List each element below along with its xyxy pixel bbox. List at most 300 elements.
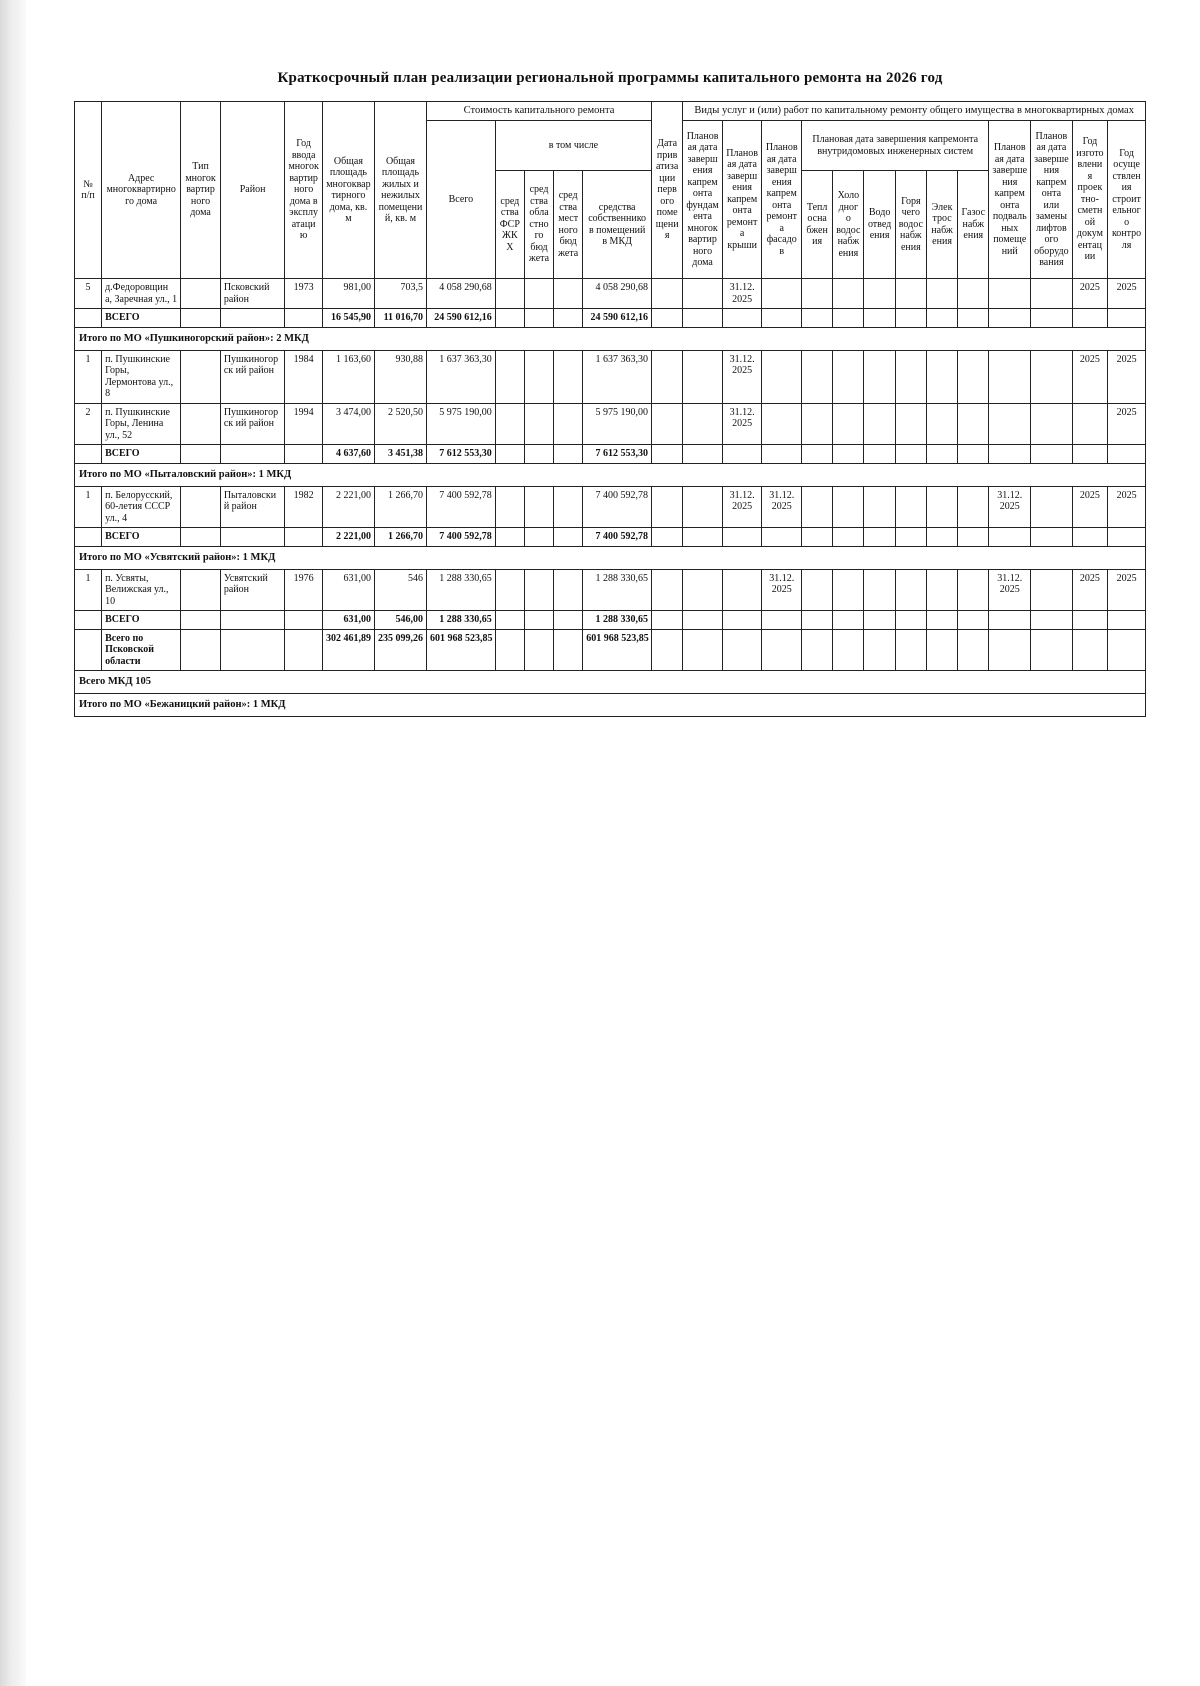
cell-cost-total: 7 612 553,30 — [427, 445, 496, 464]
cell-basement — [989, 279, 1031, 309]
cell-area-total: 3 474,00 — [322, 403, 374, 445]
cell-year — [285, 611, 322, 630]
cell-privatization — [652, 279, 683, 309]
header-no: № п/п — [75, 102, 102, 279]
cell-cost-total: 7 400 592,78 — [427, 486, 496, 528]
cell-basement — [989, 403, 1031, 445]
cell-foundation — [683, 629, 723, 671]
cell-fund — [495, 279, 524, 309]
cell-type — [181, 486, 221, 528]
cell-address: ВСЕГО — [102, 528, 181, 547]
cell-local — [554, 403, 583, 445]
cell-district: Псковский район — [220, 279, 285, 309]
cell-address: п. Пушкинские Горы, Лермонтова ул., 8 — [102, 350, 181, 403]
header-gas: Газоснабжения — [958, 171, 989, 279]
cell-hot — [895, 279, 926, 309]
cell-no — [75, 528, 102, 547]
cell-cold — [833, 569, 864, 611]
cell-heat — [802, 309, 833, 328]
cell-type — [181, 403, 221, 445]
header-address: Адрес многоквартирного дома — [102, 102, 181, 279]
cell-area-rooms: 11 016,70 — [374, 309, 426, 328]
cell-fund — [495, 486, 524, 528]
cell-sewer — [864, 309, 895, 328]
table-row — [75, 486, 1146, 528]
cell-address: ВСЕГО — [102, 309, 181, 328]
cell-facade: 31.12. 2025 — [762, 569, 802, 611]
cell-district — [220, 528, 285, 547]
cell-facade — [762, 279, 802, 309]
cell-area-total: 4 637,60 — [322, 445, 374, 464]
cell-sewer — [864, 486, 895, 528]
header-roof: Плановая дата завершения капремонта ремонта крыши — [722, 121, 762, 279]
cell-roof: 31.12. 2025 — [722, 403, 762, 445]
cell-lift — [1031, 403, 1073, 445]
cell-sewer — [864, 611, 895, 630]
cell-cold — [833, 611, 864, 630]
cell-basement — [989, 445, 1031, 464]
cell-type — [181, 445, 221, 464]
cell-control — [1108, 528, 1146, 547]
cell-heat — [802, 629, 833, 671]
cell-address: Всего по Псковской области — [102, 629, 181, 671]
cell-control: 2025 — [1108, 486, 1146, 528]
cell-local — [554, 350, 583, 403]
cell-heat — [802, 279, 833, 309]
cell-area-total: 631,00 — [322, 569, 374, 611]
section-heading: Итого по МО «Бежаницкий район»: 1 МКД — [75, 694, 1146, 717]
cell-address: п. Усвяты, Велижская ул., 10 — [102, 569, 181, 611]
header-psd-year: Год изготовления проектно-сметной документации — [1072, 121, 1107, 279]
cell-area-rooms: 2 520,50 — [374, 403, 426, 445]
cell-heat — [802, 350, 833, 403]
cell-address: д.Федоровщин а, Заречная ул., 1 — [102, 279, 181, 309]
section-heading-row — [75, 546, 1146, 569]
cell-local — [554, 309, 583, 328]
cell-psd — [1072, 611, 1107, 630]
header-owners: средства собственников помещений в МКД — [583, 171, 652, 279]
cell-no: 5 — [75, 279, 102, 309]
header-cost-group: Стоимость капитального ремонта — [427, 102, 652, 121]
cell-year: 1994 — [285, 403, 322, 445]
cell-cost-total: 601 968 523,85 — [427, 629, 496, 671]
cell-type — [181, 569, 221, 611]
cell-control — [1108, 611, 1146, 630]
cell-basement — [989, 309, 1031, 328]
header-year-commission: Год ввода многоквартирного дома в эксплуатацию — [285, 102, 322, 279]
cell-sewer — [864, 569, 895, 611]
header-area-total: Общая площадь многоквартирного дома, кв. м — [322, 102, 374, 279]
cell-control: 2025 — [1108, 279, 1146, 309]
cell-privatization — [652, 528, 683, 547]
cell-roof: 31.12. 2025 — [722, 350, 762, 403]
cell-address: ВСЕГО — [102, 445, 181, 464]
cell-cold — [833, 350, 864, 403]
cell-basement — [989, 350, 1031, 403]
cell-power — [926, 629, 957, 671]
cell-area-total: 981,00 — [322, 279, 374, 309]
cell-gas — [958, 350, 989, 403]
cell-roof: 31.12. 2025 — [722, 279, 762, 309]
cell-foundation — [683, 611, 723, 630]
capital-repair-plan-table — [74, 101, 1146, 717]
cell-privatization — [652, 486, 683, 528]
cell-type — [181, 528, 221, 547]
cell-owners: 7 400 592,78 — [583, 486, 652, 528]
subtotal-row — [75, 611, 1146, 630]
cell-lift — [1031, 528, 1073, 547]
cell-local — [554, 569, 583, 611]
cell-power — [926, 403, 957, 445]
cell-control — [1108, 629, 1146, 671]
cell-local — [554, 611, 583, 630]
header-type: Тип многоквартирного дома — [181, 102, 221, 279]
cell-area-total: 2 221,00 — [322, 486, 374, 528]
cell-type — [181, 309, 221, 328]
cell-roof — [722, 528, 762, 547]
cell-year: 1973 — [285, 279, 322, 309]
cell-owners: 7 400 592,78 — [583, 528, 652, 547]
cell-owners: 5 975 190,00 — [583, 403, 652, 445]
header-privatization: Дата приватизации первого помещения — [652, 102, 683, 279]
cell-sewer — [864, 279, 895, 309]
cell-heat — [802, 403, 833, 445]
header-including: в том числе — [495, 121, 651, 171]
cell-local — [554, 486, 583, 528]
cell-type — [181, 279, 221, 309]
cell-foundation — [683, 309, 723, 328]
cell-heat — [802, 486, 833, 528]
cell-owners: 4 058 290,68 — [583, 279, 652, 309]
header-foundation: Плановая дата завершения капремонта фундамента многоквартирного дома — [683, 121, 723, 279]
cell-regional — [524, 629, 553, 671]
cell-heat — [802, 611, 833, 630]
cell-gas — [958, 528, 989, 547]
cell-area-rooms: 546,00 — [374, 611, 426, 630]
cell-psd — [1072, 309, 1107, 328]
cell-year: 1982 — [285, 486, 322, 528]
cell-control: 2025 — [1108, 350, 1146, 403]
cell-roof — [722, 445, 762, 464]
cell-owners: 24 590 612,16 — [583, 309, 652, 328]
cell-sewer — [864, 445, 895, 464]
header-sewer: Водоотведения — [864, 171, 895, 279]
cell-hot — [895, 569, 926, 611]
cell-psd: 2025 — [1072, 279, 1107, 309]
cell-psd — [1072, 445, 1107, 464]
cell-regional — [524, 528, 553, 547]
section-heading-row — [75, 327, 1146, 350]
cell-hot — [895, 445, 926, 464]
cell-local — [554, 528, 583, 547]
cell-gas — [958, 569, 989, 611]
cell-area-rooms: 703,5 — [374, 279, 426, 309]
cell-year — [285, 629, 322, 671]
cell-district: Пушкиногорск ий район — [220, 350, 285, 403]
table-body — [75, 279, 1146, 717]
header-works-group: Виды услуг и (или) работ по капитальному ремонту общего имущества в многоквартирных домах — [683, 102, 1146, 121]
cell-lift — [1031, 279, 1073, 309]
cell-fund — [495, 350, 524, 403]
cell-area-rooms: 546 — [374, 569, 426, 611]
cell-gas — [958, 403, 989, 445]
cell-fund — [495, 445, 524, 464]
cell-basement: 31.12. 2025 — [989, 569, 1031, 611]
section-heading-row — [75, 671, 1146, 694]
cell-area-rooms: 930,88 — [374, 350, 426, 403]
cell-basement — [989, 629, 1031, 671]
cell-cold — [833, 629, 864, 671]
header-fund: средства ФСР ЖКХ — [495, 171, 524, 279]
cell-fund — [495, 569, 524, 611]
cell-regional — [524, 569, 553, 611]
cell-cold — [833, 445, 864, 464]
cell-cost-total: 1 288 330,65 — [427, 569, 496, 611]
cell-psd — [1072, 528, 1107, 547]
cell-address: п. Пушкинские Горы, Ленина ул., 52 — [102, 403, 181, 445]
cell-roof — [722, 309, 762, 328]
cell-cold — [833, 528, 864, 547]
cell-type — [181, 629, 221, 671]
subtotal-row — [75, 528, 1146, 547]
cell-lift — [1031, 611, 1073, 630]
cell-hot — [895, 403, 926, 445]
cell-year — [285, 445, 322, 464]
section-heading-row — [75, 463, 1146, 486]
cell-year: 1984 — [285, 350, 322, 403]
cell-hot — [895, 309, 926, 328]
cell-type — [181, 350, 221, 403]
subtotal-row — [75, 445, 1146, 464]
cell-address: ВСЕГО — [102, 611, 181, 630]
section-heading: Всего МКД 105 — [75, 671, 1146, 694]
header-engineering-group: Плановая дата завершения капремонта внутридомовых инженерных систем — [802, 121, 989, 171]
cell-district — [220, 629, 285, 671]
cell-area-total: 1 163,60 — [322, 350, 374, 403]
cell-lift — [1031, 309, 1073, 328]
cell-privatization — [652, 611, 683, 630]
header-lift: Плановая дата завершения капремонта или замены лифтового оборудования — [1031, 121, 1073, 279]
cell-foundation — [683, 445, 723, 464]
section-heading: Итого по МО «Пушкиногорский район»: 2 МКД — [75, 327, 1146, 350]
cell-sewer — [864, 528, 895, 547]
document-body — [74, 70, 1146, 717]
cell-gas — [958, 279, 989, 309]
cell-foundation — [683, 279, 723, 309]
cell-fund — [495, 528, 524, 547]
cell-power — [926, 528, 957, 547]
cell-basement: 31.12. 2025 — [989, 486, 1031, 528]
cell-sewer — [864, 350, 895, 403]
cell-control: 2025 — [1108, 569, 1146, 611]
cell-district: Пыталовский район — [220, 486, 285, 528]
cell-psd — [1072, 629, 1107, 671]
cell-facade — [762, 403, 802, 445]
section-heading: Итого по МО «Усвятский район»: 1 МКД — [75, 546, 1146, 569]
cell-lift — [1031, 629, 1073, 671]
cell-cost-total: 1 288 330,65 — [427, 611, 496, 630]
cell-area-total: 631,00 — [322, 611, 374, 630]
cell-local — [554, 629, 583, 671]
cell-no: 1 — [75, 350, 102, 403]
cell-privatization — [652, 629, 683, 671]
cell-sewer — [864, 403, 895, 445]
section-heading: Итого по МО «Пыталовский район»: 1 МКД — [75, 463, 1146, 486]
cell-cost-total: 1 637 363,30 — [427, 350, 496, 403]
cell-district: Пушкиногорск ий район — [220, 403, 285, 445]
cell-lift — [1031, 486, 1073, 528]
cell-regional — [524, 611, 553, 630]
cell-foundation — [683, 528, 723, 547]
cell-facade — [762, 528, 802, 547]
cell-foundation — [683, 350, 723, 403]
cell-cold — [833, 403, 864, 445]
header-power: Электроснабжения — [926, 171, 957, 279]
cell-hot — [895, 629, 926, 671]
cell-facade — [762, 629, 802, 671]
header-area-rooms: Общая площадь жилых и нежилых помещений, кв. м — [374, 102, 426, 279]
cell-local — [554, 279, 583, 309]
cell-foundation — [683, 569, 723, 611]
cell-year — [285, 309, 322, 328]
cell-fund — [495, 629, 524, 671]
cell-roof: 31.12. 2025 — [722, 486, 762, 528]
cell-heat — [802, 445, 833, 464]
cell-gas — [958, 611, 989, 630]
cell-gas — [958, 629, 989, 671]
cell-owners: 1 288 330,65 — [583, 569, 652, 611]
cell-fund — [495, 611, 524, 630]
cell-roof — [722, 569, 762, 611]
grand-total-row — [75, 629, 1146, 671]
cell-cold — [833, 486, 864, 528]
cell-lift — [1031, 445, 1073, 464]
cell-area-total: 16 545,90 — [322, 309, 374, 328]
cell-no: 1 — [75, 569, 102, 611]
cell-facade: 31.12. 2025 — [762, 486, 802, 528]
cell-power — [926, 309, 957, 328]
cell-regional — [524, 350, 553, 403]
cell-cost-total: 5 975 190,00 — [427, 403, 496, 445]
cell-heat — [802, 569, 833, 611]
cell-owners: 601 968 523,85 — [583, 629, 652, 671]
cell-power — [926, 350, 957, 403]
cell-gas — [958, 486, 989, 528]
cell-foundation — [683, 486, 723, 528]
cell-roof — [722, 629, 762, 671]
cell-lift — [1031, 569, 1073, 611]
cell-privatization — [652, 309, 683, 328]
cell-privatization — [652, 445, 683, 464]
cell-area-rooms: 1 266,70 — [374, 486, 426, 528]
cell-no: 2 — [75, 403, 102, 445]
header-facade: Плановая дата завершения капремонта ремонта фасадов — [762, 121, 802, 279]
cell-regional — [524, 279, 553, 309]
cell-control — [1108, 445, 1146, 464]
cell-power — [926, 569, 957, 611]
header-row-1 — [75, 102, 1146, 121]
cell-facade — [762, 611, 802, 630]
cell-control — [1108, 309, 1146, 328]
cell-cost-total: 7 400 592,78 — [427, 528, 496, 547]
cell-heat — [802, 528, 833, 547]
cell-district — [220, 445, 285, 464]
header-district: Район — [220, 102, 285, 279]
cell-district — [220, 309, 285, 328]
cell-cold — [833, 279, 864, 309]
table-row — [75, 569, 1146, 611]
cell-fund — [495, 403, 524, 445]
cell-facade — [762, 350, 802, 403]
cell-power — [926, 279, 957, 309]
header-local: средства местного бюджета — [554, 171, 583, 279]
cell-cost-total: 4 058 290,68 — [427, 279, 496, 309]
cell-year — [285, 528, 322, 547]
header-regional: средства областного бюджета — [524, 171, 553, 279]
header-control-year: Год осуществления строительного контроля — [1108, 121, 1146, 279]
cell-basement — [989, 528, 1031, 547]
cell-psd: 2025 — [1072, 569, 1107, 611]
cell-hot — [895, 350, 926, 403]
cell-regional — [524, 486, 553, 528]
cell-control: 2025 — [1108, 403, 1146, 445]
cell-local — [554, 445, 583, 464]
cell-hot — [895, 486, 926, 528]
cell-no — [75, 309, 102, 328]
cell-power — [926, 445, 957, 464]
header-basement: Плановая дата завершения капремонта подвальных помещений — [989, 121, 1031, 279]
cell-psd: 2025 — [1072, 486, 1107, 528]
cell-type — [181, 611, 221, 630]
cell-area-total: 302 461,89 — [322, 629, 374, 671]
cell-area-rooms: 235 099,26 — [374, 629, 426, 671]
cell-sewer — [864, 629, 895, 671]
cell-regional — [524, 445, 553, 464]
cell-roof — [722, 611, 762, 630]
cell-regional — [524, 403, 553, 445]
cell-privatization — [652, 569, 683, 611]
cell-privatization — [652, 350, 683, 403]
table-row — [75, 403, 1146, 445]
cell-address: п. Белорусский, 60-летия СССР ул., 4 — [102, 486, 181, 528]
header-hot-water: Горячего водоснабжения — [895, 171, 926, 279]
cell-cold — [833, 309, 864, 328]
cell-gas — [958, 309, 989, 328]
cell-fund — [495, 309, 524, 328]
cell-area-rooms: 1 266,70 — [374, 528, 426, 547]
cell-area-total: 2 221,00 — [322, 528, 374, 547]
cell-no: 1 — [75, 486, 102, 528]
cell-owners: 7 612 553,30 — [583, 445, 652, 464]
cell-regional — [524, 309, 553, 328]
cell-area-rooms: 3 451,38 — [374, 445, 426, 464]
cell-no — [75, 629, 102, 671]
cell-facade — [762, 309, 802, 328]
cell-owners: 1 288 330,65 — [583, 611, 652, 630]
cell-gas — [958, 445, 989, 464]
cell-basement — [989, 611, 1031, 630]
cell-facade — [762, 445, 802, 464]
cell-no — [75, 445, 102, 464]
cell-psd — [1072, 403, 1107, 445]
cell-hot — [895, 611, 926, 630]
cell-psd: 2025 — [1072, 350, 1107, 403]
cell-owners: 1 637 363,30 — [583, 350, 652, 403]
cell-foundation — [683, 403, 723, 445]
subtotal-row — [75, 309, 1146, 328]
header-heat: Теплоснабжения — [802, 171, 833, 279]
cell-district: Усвятский район — [220, 569, 285, 611]
